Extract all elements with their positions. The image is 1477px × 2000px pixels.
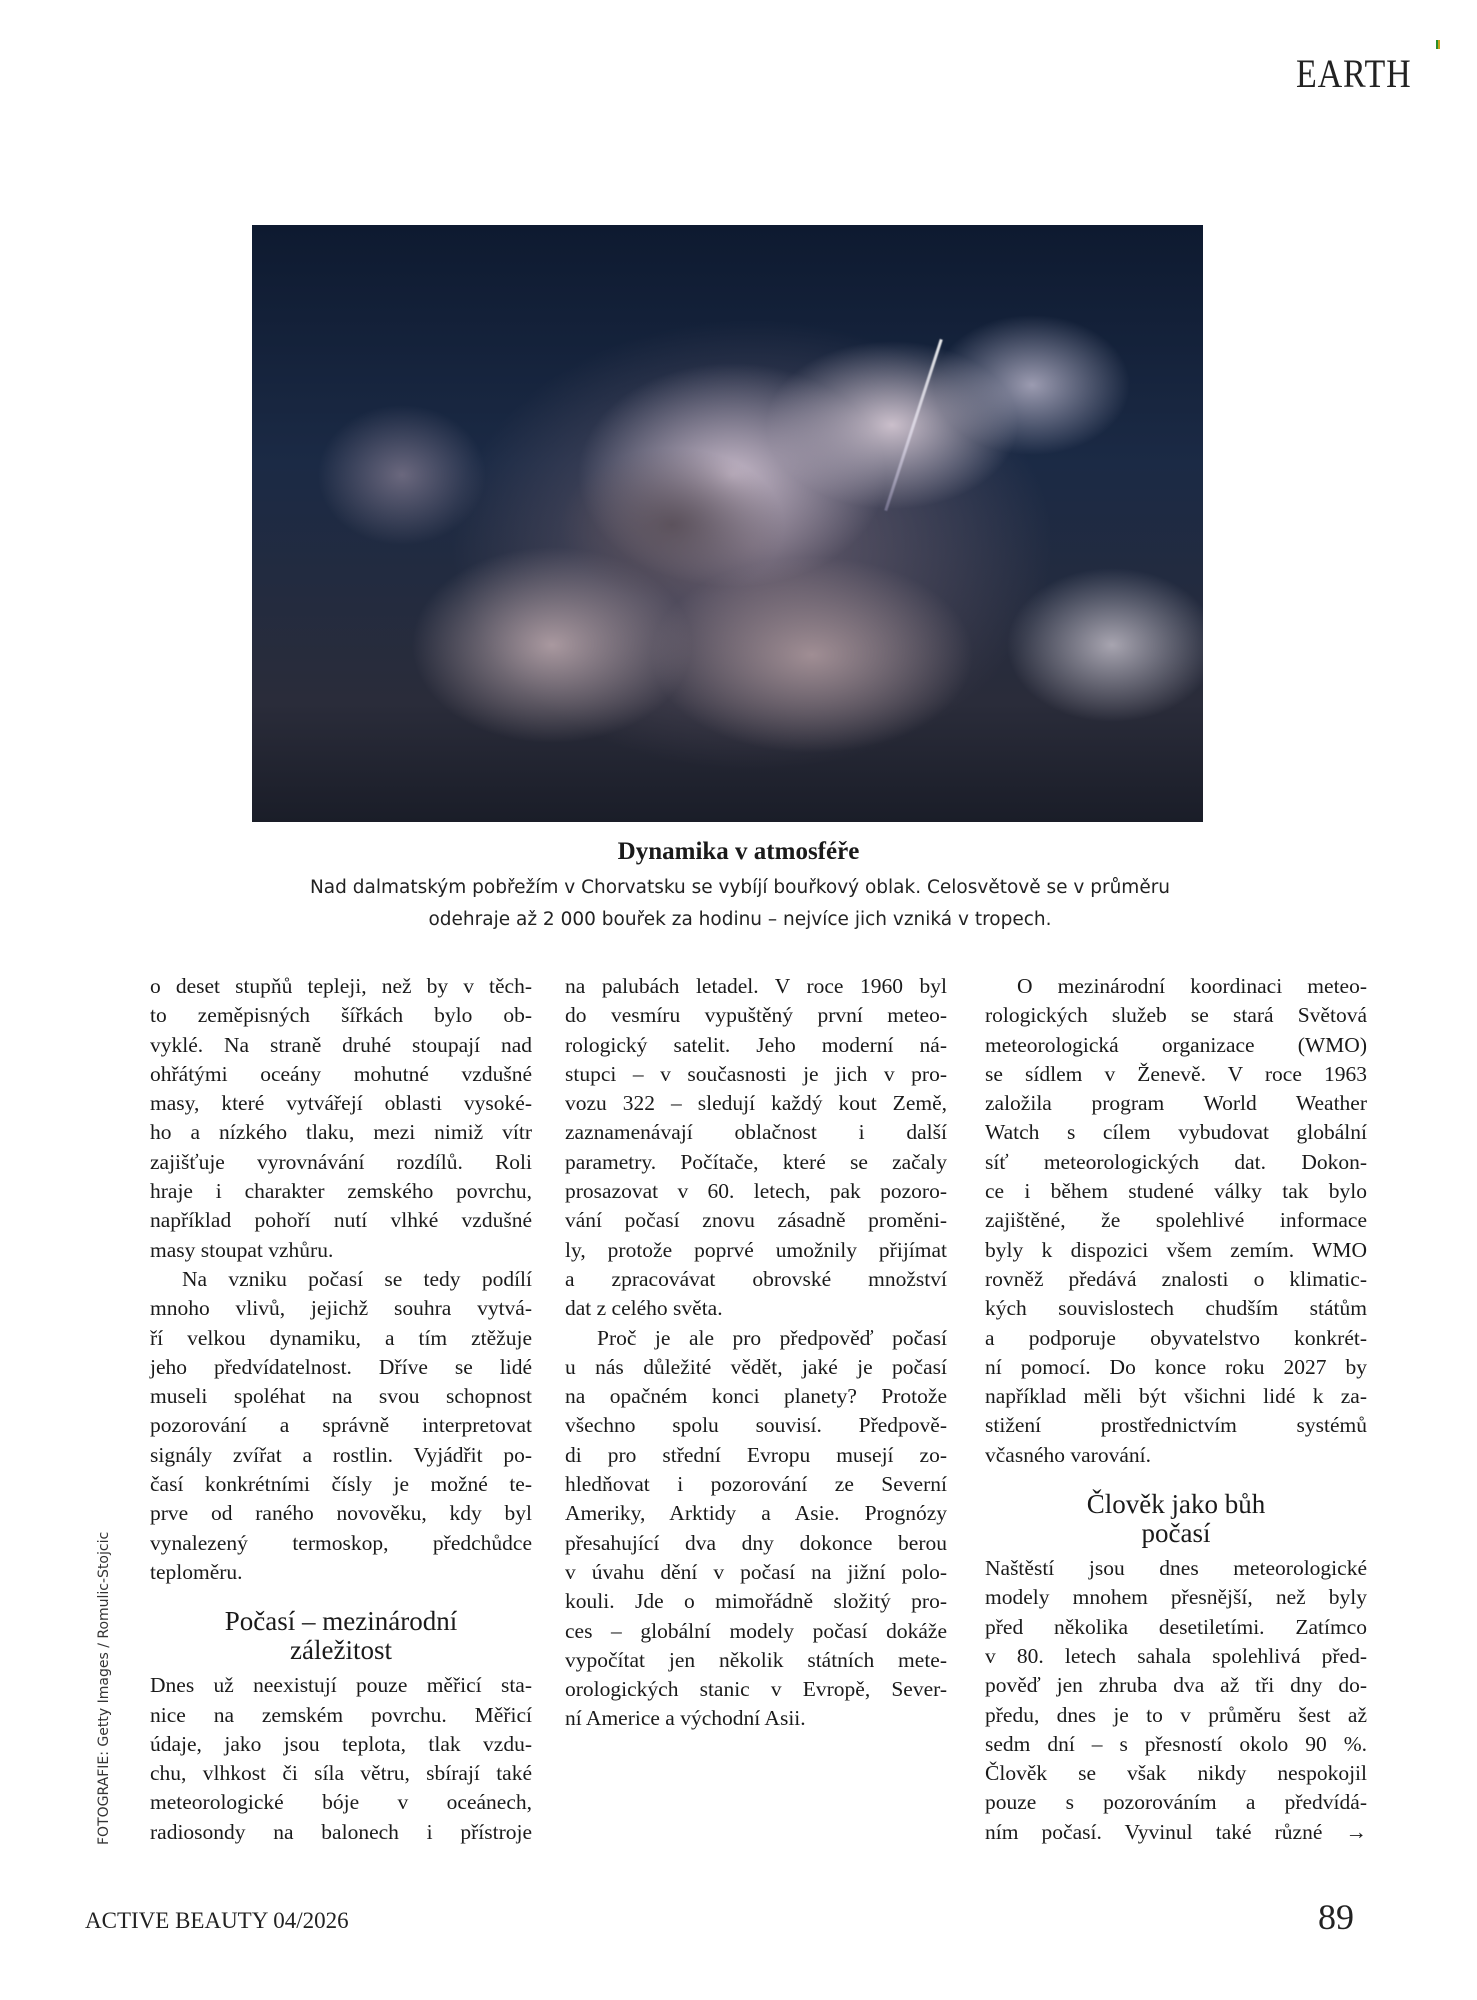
text-line: signály zvířat a rostlin. Vyjádřit po-: [150, 1442, 532, 1467]
article-column-3: [985, 972, 1367, 1847]
text-line: ním počasí. Vyvinul také různé →: [985, 1819, 1367, 1844]
caption-line: Nad dalmatským pobřežím v Chorvatsku se vybíjí bouřkový oblak. Celosvětově se v průměru: [309, 877, 1171, 898]
text-line: ly, protože poprvé umožnily přijímat: [565, 1237, 947, 1262]
text-line: masy stoupat vzhůru.: [150, 1237, 334, 1262]
text-line: zajišťuje vyrovnávání rozdílů. Roli: [150, 1149, 532, 1174]
text-line: ce i během studené války tak bylo: [985, 1179, 1367, 1204]
text-line: u nás důležité vědět, jaké je počasí: [565, 1354, 947, 1379]
text-line: údaje, jako jsou teplota, tlak vzdu-: [150, 1731, 532, 1756]
text-line: na palubách letadel. V roce 1960 byl: [565, 974, 947, 998]
text-line: Na vzniku počasí se tedy podílí: [182, 1266, 532, 1291]
magazine-issue: ACTIVE BEAUTY 04/2026: [85, 1908, 349, 1933]
text-line: prve od raného novověku, kdy byl: [150, 1501, 532, 1526]
text-line: časí konkrétními čísly je možné te-: [150, 1472, 532, 1497]
caption-title: Dynamika v atmosféře: [617, 838, 860, 865]
text-line: rologický satelit. Jeho moderní ná-: [565, 1032, 947, 1057]
text-line: ří velkou dynamiku, a tím ztěžuje: [150, 1325, 532, 1350]
article-column-1: [150, 972, 532, 1847]
text-line: například pohoří nutí vlhké vzdušné: [150, 1208, 532, 1233]
text-line: rovněž předává znalosti o klimatic-: [985, 1266, 1367, 1291]
text-line: před několika desetiletími. Zatímco: [985, 1614, 1367, 1639]
text-line: stupci – v současnosti je jich v pro-: [565, 1061, 947, 1086]
article-column-2: [565, 972, 947, 1734]
subheading: [150, 1607, 532, 1665]
caption-text: [300, 872, 1180, 936]
text-line: a podporuje obyvatelstvo konkrét-: [985, 1325, 1367, 1350]
text-line: sedm dní – s přesností okolo 90 %.: [985, 1731, 1367, 1756]
text-line: vozu 322 – sledují každý kout Země,: [565, 1091, 947, 1116]
text-line: orologických stanic v Evropě, Sever-: [565, 1677, 947, 1702]
page-number: 89: [1318, 1897, 1354, 1937]
subheading-line: Člověk jako bůh: [1086, 1489, 1266, 1520]
subheading: [985, 1490, 1367, 1548]
text-line: hledňovat i pozorování ze Severní: [565, 1472, 947, 1497]
text-line: vypočítat jen několik státních mete-: [565, 1647, 947, 1672]
text-line: kouli. Jde o mimořádně složitý pro-: [565, 1589, 947, 1614]
text-line: hraje i charakter zemského povrchu,: [150, 1179, 532, 1204]
text-line: museli spoléhat na svou schopnost: [150, 1384, 532, 1409]
text-line: předu, dnes je to v průměru šest až: [985, 1702, 1367, 1727]
text-line: rologických služeb se stará Světová: [985, 1003, 1367, 1028]
text-line: například měli být všichni lidé k za-: [985, 1384, 1367, 1409]
text-line: ní pomocí. Do konce roku 2027 by: [985, 1354, 1367, 1379]
text-line: vání počasí znovu zásadně proměni-: [565, 1208, 947, 1233]
text-line: do vesmíru vypuštěný první meteo-: [565, 1003, 947, 1028]
text-line: dat z celého světa.: [565, 1296, 723, 1321]
text-line: Proč je ale pro předpověď počasí: [597, 1325, 947, 1350]
text-line: prosazovat v 60. letech, pak pozoro-: [565, 1179, 947, 1204]
subheading-line: Počasí – mezinárodní: [224, 1606, 458, 1637]
text-line: byly k dispozici všem zemím. WMO: [985, 1237, 1367, 1262]
text-line: vynalezený termoskop, předchůdce: [150, 1530, 532, 1555]
text-line: nice na zemském povrchu. Měřicí: [150, 1702, 532, 1727]
text-line: to zeměpisných šířkách bylo ob-: [150, 1003, 532, 1028]
text-line: vyklé. Na straně druhé stoupají nad: [150, 1032, 532, 1057]
text-line: všechno spolu souvisí. Předpově-: [565, 1413, 947, 1438]
text-line: chu, vlhkost či síla větru, sbírají také: [150, 1761, 532, 1786]
text-line: di pro střední Evropu musejí zo-: [565, 1442, 947, 1467]
text-line: meteorologické bóje v oceánech,: [150, 1790, 532, 1815]
subheading-line: počasí: [1141, 1518, 1211, 1549]
storm-cloud-photo: [252, 225, 1203, 822]
text-line: kých souvislostech chudším státům: [985, 1296, 1367, 1321]
text-line: mnoho vlivů, jejichž souhra vytvá-: [150, 1296, 532, 1321]
text-line: ohřátými oceány mohutné vzdušné: [150, 1061, 532, 1086]
text-line: se sídlem v Ženevě. V roce 1963: [985, 1061, 1367, 1086]
text-line: včasného varování.: [985, 1442, 1151, 1467]
text-line: Naštěstí jsou dnes meteorologické: [985, 1556, 1367, 1581]
text-line: zaznamenávají oblačnost i další: [565, 1120, 947, 1145]
text-line: Člověk se však nikdy nespokojil: [985, 1761, 1367, 1786]
lightning-bolt: [884, 339, 942, 511]
text-line: a zpracovávat obrovské množství: [565, 1266, 947, 1291]
text-line: přesahující dva dny dokonce berou: [565, 1530, 947, 1555]
text-line: Dnes už neexistují pouze měřicí sta-: [150, 1673, 532, 1698]
text-line: v úvahu dění v počasí na jižní polo-: [565, 1559, 947, 1584]
text-line: radiosondy na balonech i přístroje: [150, 1819, 532, 1844]
caption-line: odehraje až 2 000 bouřek za hodinu – nejvíce jich vzniká v tropech.: [428, 909, 1052, 930]
text-line: modely mnohem přesnější, než byly: [985, 1585, 1367, 1610]
section-title: EARTH: [1296, 51, 1412, 96]
text-line: meteorologická organizace (WMO): [985, 1032, 1367, 1057]
text-line: parametry. Počítače, které se začaly: [565, 1149, 947, 1174]
text-line: pozorování a správně interpretovat: [150, 1413, 532, 1438]
text-line: stižení prostřednictvím systémů: [985, 1413, 1367, 1438]
text-line: o deset stupňů tepleji, než by v těch-: [150, 974, 532, 998]
text-line: Watch s cílem vybudovat globální: [985, 1120, 1367, 1145]
text-line: síť meteorologických dat. Dokon-: [985, 1149, 1367, 1174]
text-line: masy, které vytvářejí oblasti vysoké-: [150, 1091, 532, 1116]
text-line: v 80. letech sahala spolehlivá před-: [985, 1643, 1367, 1668]
text-line: teploměru.: [150, 1559, 243, 1584]
text-line: ní Americe a východní Asii.: [565, 1706, 806, 1731]
photo-credit: FOTOGRAFIE: Getty Images / Romulic-Stojcic: [96, 1531, 112, 1845]
text-line: ces – globální modely počasí dokáže: [565, 1618, 947, 1643]
text-line: ho a nízkého tlaku, mezi nimiž vítr: [150, 1120, 532, 1145]
text-line: na opačném konci planety? Protože: [565, 1384, 947, 1409]
color-mark-icon: [1436, 40, 1440, 49]
subheading-line: záležitost: [290, 1635, 392, 1666]
text-line: založila program World Weather: [985, 1091, 1367, 1116]
text-line: Ameriky, Arktidy a Asie. Prognózy: [565, 1501, 947, 1526]
text-line: pověď jen zhruba dva až tři dny do-: [985, 1673, 1367, 1698]
text-line: O mezinárodní koordinaci meteo-: [1017, 974, 1367, 998]
text-line: pouze s pozorováním a předvídá-: [985, 1790, 1367, 1815]
text-line: zajištěné, že spolehlivé informace: [985, 1208, 1367, 1233]
text-line: jeho předvídatelnost. Dříve se lidé: [150, 1354, 532, 1379]
